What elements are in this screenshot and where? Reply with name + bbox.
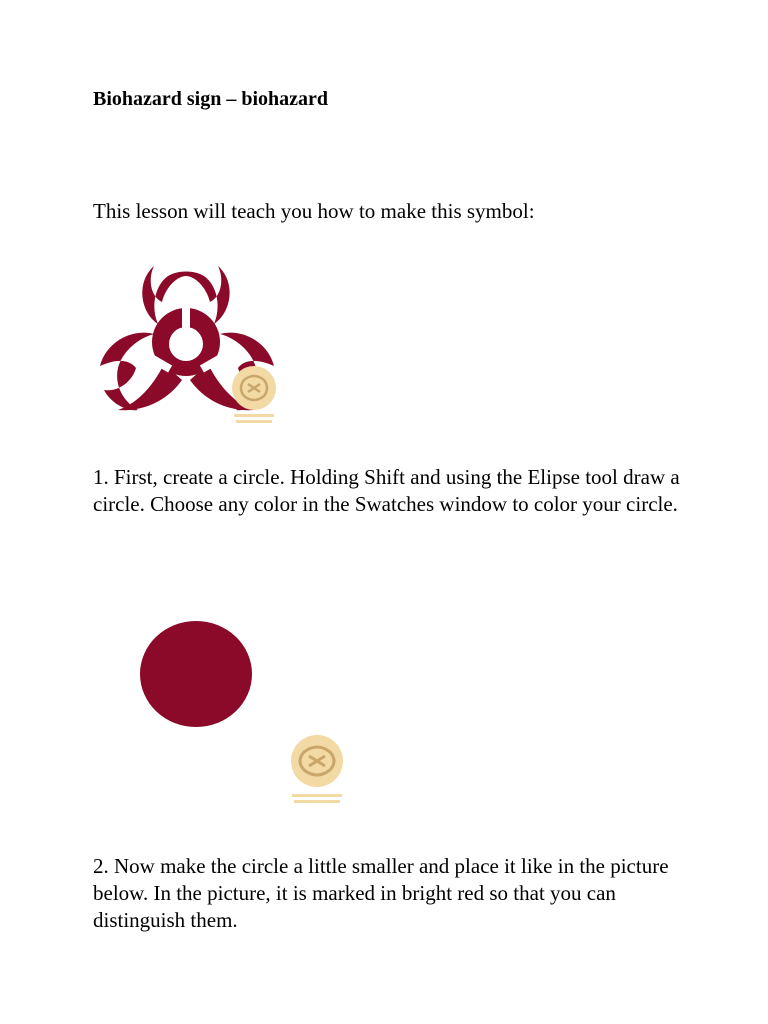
watermark-logo-icon xyxy=(230,364,278,426)
intro-paragraph: This lesson will teach you how to make this symbol: xyxy=(93,199,535,223)
step-2-paragraph: 2. Now make the circle a little smaller and place it like in the picture below. In the picture, it is marked in bright red so that you can distinguish them. xyxy=(93,854,669,932)
filled-circle-icon xyxy=(140,621,252,727)
step-1-paragraph: 1. First, create a circle. Holding Shift and using the Elipse tool draw a circle. Choose any color in the Swatches window to color your circle. xyxy=(93,465,680,516)
watermark-logo-icon xyxy=(288,734,346,808)
circle-figure xyxy=(138,618,254,730)
document-title: Biohazard sign – biohazard xyxy=(93,88,329,110)
